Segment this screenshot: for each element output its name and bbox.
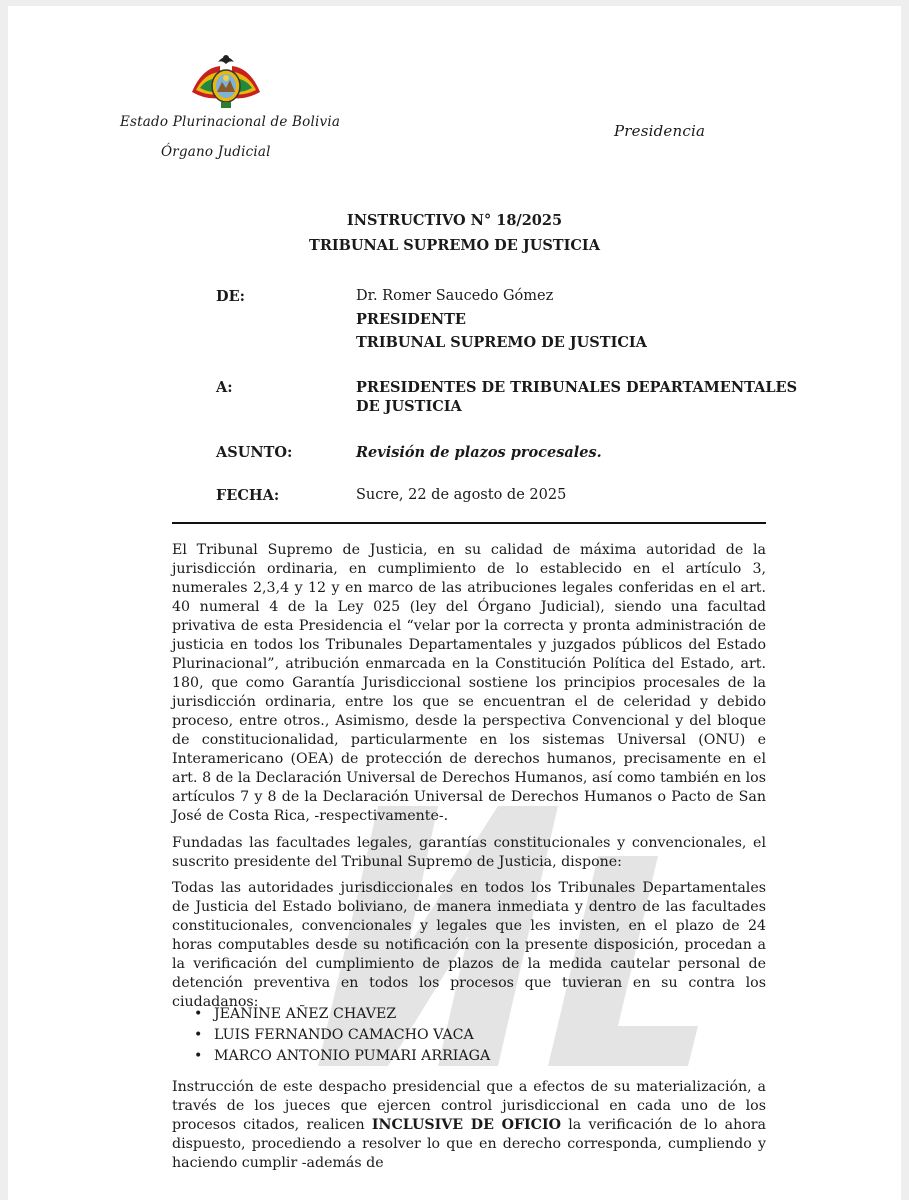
to-line-2: DE JUSTICIA — [356, 398, 462, 415]
paragraph-4 — [172, 1078, 766, 1173]
list-item: • LUIS FERNANDO CAMACHO VACA — [194, 1025, 490, 1046]
to-label: A: — [216, 379, 233, 396]
date-label: FECHA: — [216, 487, 280, 504]
list-item: • MARCO ANTONIO PUMARI ARRIAGA — [194, 1046, 490, 1067]
subject-text: Revisión de plazos procesales. — [356, 444, 602, 461]
document-page — [8, 6, 901, 1200]
from-org: TRIBUNAL SUPREMO DE JUSTICIA — [356, 334, 647, 351]
organ-name: Órgano Judicial — [161, 144, 271, 160]
header-divider — [172, 522, 766, 524]
citizen-list — [194, 1004, 490, 1067]
from-label: DE: — [216, 288, 245, 305]
from-name: Dr. Romer Saucedo Gómez — [356, 288, 554, 304]
paragraph-2: Fundadas las facultades legales, garantías constitucionales y convencionales, el suscrito presidente del Tribunal Supremo de Justicia, dispone: — [172, 835, 766, 870]
date-text: Sucre, 22 de agosto de 2025 — [356, 487, 567, 503]
list-item: • JEANINE AÑEZ CHAVEZ — [194, 1004, 490, 1025]
paragraph-1: El Tribunal Supremo de Justicia, en su calidad de máxima autoridad de la jurisdicción ordinaria, en cumplimiento de lo establecido en el artículo 3, numerales 2,3,4 y 12 y en marco de las atribuciones legales conferidas en el art. 40 numeral 4 de la Ley 025 (ley del Órgano Judicial), siendo una facultad privativa de esta Presidencia el “velar por la correcta y pronta administración de justicia en todos los Tribunales Departamentales y juzgados públicos del Estado Plurinacional”, atribución enmarcada en la Constitución Política del Estado, art. 180, que como Garantía Jurisdiccional sostiene los principios procesales de la jurisdicción ordinaria, entre los que se encuentran el de celeridad y debido proceso, entre otros., Asimismo, desde la perspectiva Convencional y del bloque de constitucionalidad, particularmente en los sistemas Universal (ONU) e Interamericano (OEA) de protección de derechos humanos, precisamente en el art. 8 de la Declaración Universal de Derechos Humanos, así como también en los artículos 7 y 8 de la Declaración Universal de Derechos Humanos o Pacto de San José de Costa Rica, -respectivamente-. — [172, 542, 766, 824]
bolivia-coat-of-arms-icon — [186, 48, 266, 114]
paragraph-3: Todas las autoridades jurisdiccionales en todos los Tribunales Departamentales de Justicia del Estado boliviano, de manera inmediata y dentro de las facultades constitucionales, convencionales y legales que les invisten, en el plazo de 24 horas computables desde su notificación con la presente disposición, procedan a la verificación del cumplimiento de plazos de la medida cautelar personal de detención preventiva en todos los procesos que tuvieran en su contra los ciudadanos: — [172, 880, 766, 1010]
office-name: Presidencia — [614, 122, 706, 140]
document-issuer: TRIBUNAL SUPREMO DE JUSTICIA — [309, 237, 600, 254]
paragraph-4-start: Instrucción de este despacho presidencial que a efectos de su materialización, a través de los jueces que ejercen control jurisdiccional en cada uno de los procesos citados, realicen — [172, 1079, 766, 1133]
subject-label: ASUNTO: — [216, 444, 293, 461]
document-number: INSTRUCTIVO N° 18/2025 — [346, 212, 563, 229]
state-name: Estado Plurinacional de Bolivia — [120, 114, 341, 130]
paragraph-4-end: la verificación de lo ahora dispuesto, procediendo a resolver lo que en derecho corresponda, cumpliendo y haciendo cumplir -además de — [172, 1117, 766, 1171]
to-line-1: PRESIDENTES DE TRIBUNALES DEPARTAMENTALES — [356, 379, 798, 396]
from-role: PRESIDENTE — [356, 311, 466, 328]
paragraph-4-emphasis: INCLUSIVE DE OFICIO — [371, 1117, 561, 1133]
